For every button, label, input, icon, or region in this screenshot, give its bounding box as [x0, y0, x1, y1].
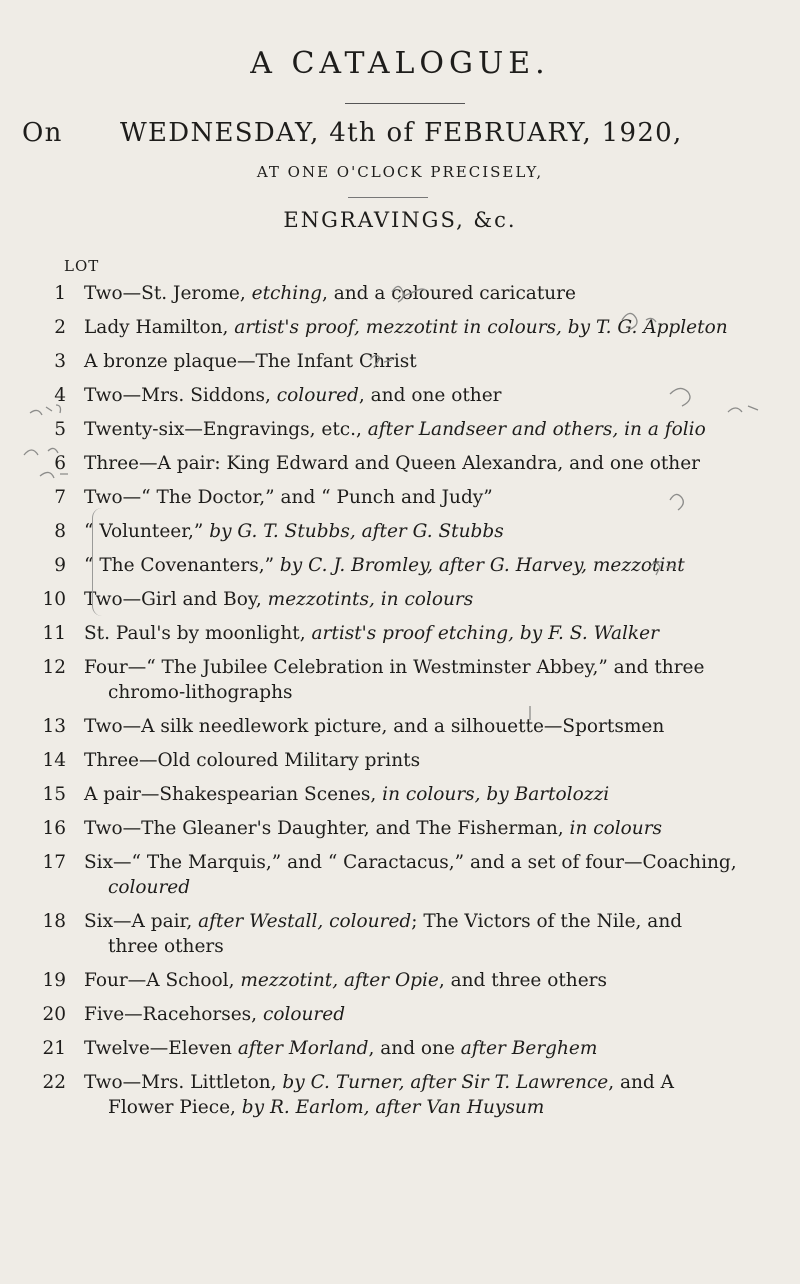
lot-number: 5 — [54, 419, 66, 440]
catalogue-title: A CATALOGUE. — [250, 46, 550, 81]
lot-description-italic: after Berghem — [460, 1038, 598, 1059]
lot-number: 8 — [54, 521, 66, 542]
lot-description-italic: in colours, by Bartolozzi — [382, 784, 610, 805]
lot-description-text: Two—“ The Doctor,” and “ Punch and Judy” — [84, 487, 493, 508]
lot-description-italic: by G. T. Stubbs, after G. Stubbs — [209, 521, 504, 542]
lot-description-text: , and one other — [358, 385, 502, 406]
lot-number: 17 — [42, 852, 66, 873]
lot-number: 19 — [42, 970, 66, 991]
lot-description-italic: after Morland — [237, 1038, 369, 1059]
lot-description-continuation: coloured — [108, 877, 191, 898]
lot-description-text: Four—“ The Jubilee Celebration in Westminster Abbey,” and three — [84, 657, 705, 678]
lot-number: 3 — [54, 351, 66, 372]
lot-number: 18 — [42, 911, 66, 932]
lot-number: 10 — [42, 589, 66, 610]
lot-number: 16 — [42, 818, 66, 839]
lot-description-text: Six—“ The Marquis,” and “ Caractacus,” and a set of four—Coaching, — [84, 852, 737, 873]
lot-number: 13 — [42, 716, 66, 737]
lot-description-continuation: three others — [108, 936, 224, 957]
lot-description-text: Three—Old coloured Military prints — [84, 750, 421, 771]
lot-description-text: St. Paul's by moonlight, — [84, 623, 312, 644]
lot-description-text: A pair—Shakespearian Scenes, — [84, 784, 383, 805]
lot-description-continuation: chromo-lithographs — [108, 682, 293, 703]
lot-description-text: , and A — [608, 1072, 674, 1093]
lot-number: 7 — [54, 487, 66, 508]
lot-description-italic: coloured — [276, 385, 359, 406]
lot-number: 14 — [42, 750, 66, 771]
lot-number: 6 — [54, 453, 66, 474]
lot-description-text: ; The Victors of the Nile, and — [411, 911, 683, 932]
lot-number: 2 — [54, 317, 66, 338]
lot-number: 4 — [54, 385, 66, 406]
date-prefix: On — [22, 118, 63, 148]
lot-number: 9 — [54, 555, 66, 576]
lot-description-text: Two—Girl and Boy, — [84, 589, 268, 610]
lot-number: 21 — [42, 1038, 66, 1059]
lot-description-text: Flower Piece, — [108, 1097, 242, 1118]
lot-number: 22 — [42, 1072, 66, 1093]
lot-description-text: “ The Covenanters,” — [84, 555, 280, 576]
lot-description-text: Three—A pair: King Edward and Queen Alexandra, and one other — [84, 453, 700, 474]
lot-description-text: Two—A silk needlework picture, and a silhouette—Sportsmen — [84, 716, 665, 737]
sale-time: AT ONE O'CLOCK PRECISELY, — [256, 163, 544, 181]
lot-description-italic: mezzotint, after Opie — [240, 970, 439, 991]
lot-description-italic: mezzotints, in colours — [267, 589, 474, 610]
lot-description-italic: by C. J. Bromley, after G. Harvey, mezzotint — [279, 555, 685, 576]
lot-description-text: , and three others — [438, 970, 607, 991]
lot-description-text: “ Volunteer,” — [84, 521, 210, 542]
lot-description-text: , and a coloured caricature — [321, 283, 576, 304]
lot-description-text: Twenty-six—Engravings, etc., — [84, 419, 368, 440]
lot-description-text: Four—A School, — [84, 970, 241, 991]
lot-description-italic: artist's proof, mezzotint in colours, by T. G. Appleton — [234, 317, 728, 338]
lot-description-italic: coloured — [262, 1004, 346, 1025]
sale-date: WEDNESDAY, 4th of FEBRUARY, 1920, — [120, 118, 683, 148]
lot-description-text: Two—The Gleaner's Daughter, and The Fisherman, — [84, 818, 570, 839]
lot-description-text: Two—Mrs. Littleton, — [84, 1072, 283, 1093]
lot-number: 15 — [42, 784, 66, 805]
lot-description-text: Five—Racehorses, — [84, 1004, 263, 1025]
lot-description-italic: etching — [251, 283, 322, 304]
lot-description-italic: after Landseer and others, in a folio — [367, 419, 706, 440]
lot-description-italic: by C. Turner, after Sir T. Lawrence — [282, 1072, 609, 1093]
lot-description-text: Lady Hamilton, — [84, 317, 235, 338]
lot-description-italic: in colours — [569, 818, 663, 839]
lot-description-text: Two—St. Jerome, — [84, 283, 252, 304]
lot-number: 1 — [54, 283, 66, 304]
lot-number: 20 — [42, 1004, 66, 1025]
lot-column-label: LOT — [64, 257, 100, 275]
lot-description-text: Twelve—Eleven — [84, 1038, 238, 1059]
lot-description-text: , and one — [368, 1038, 461, 1059]
lot-number: 11 — [42, 623, 66, 644]
lot-description-italic: after Westall, coloured — [198, 911, 412, 932]
section-heading: ENGRAVINGS, &c. — [283, 208, 517, 232]
lot-description-italic: by R. Earlom, after Van Huysum — [241, 1097, 545, 1118]
lot-description-text: Six—A pair, — [84, 911, 199, 932]
lot-description-text: Two—Mrs. Siddons, — [84, 385, 277, 406]
lot-description-text: A bronze plaque—The Infant Christ — [84, 351, 417, 372]
lot-description-italic: artist's proof etching, by F. S. Walker — [311, 623, 659, 644]
lot-number: 12 — [42, 657, 66, 678]
